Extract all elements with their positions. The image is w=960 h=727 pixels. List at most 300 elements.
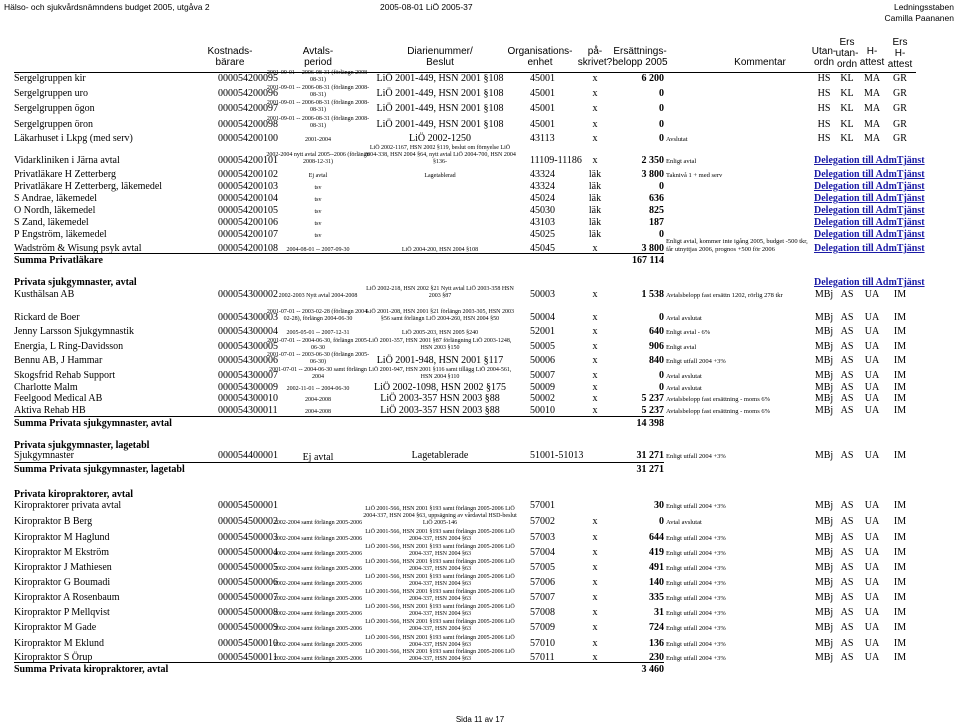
agreement-period: 2001-2004 (305, 137, 331, 143)
org-unit-code: 45001 (530, 73, 555, 84)
decision-ref: LiÖ 2001-566, HSN 2001 §193 samt förlängn 2005-2006 LiÖ 2004-337, HSN 2004 §63 (365, 604, 515, 617)
cost-carrier: 000054300006 (218, 355, 278, 366)
payment-authoriser: MBj (814, 652, 834, 663)
deputy-h-attester: IM (893, 532, 907, 543)
cost-carrier: 000054500004 (218, 547, 278, 558)
org-unit-code: 45045 (530, 243, 555, 254)
row-name: Kiropraktor M Eklund (14, 638, 104, 649)
amount-2005: 636 (649, 193, 664, 204)
signed-mark: x (592, 547, 598, 558)
org-unit-code: 50009 (530, 382, 555, 393)
row-name: Summa Privatläkare (14, 255, 103, 266)
signed-mark: x (592, 312, 598, 323)
cost-carrier: 000054500001 (218, 500, 278, 511)
row-name: Kiropraktor B Berg (14, 516, 93, 527)
payment-authoriser: MBj (814, 382, 834, 393)
author-name: Camilla Paananen (884, 13, 954, 23)
row-name: P Engström, läkemedel (14, 229, 107, 240)
amount-2005: 5 237 (641, 393, 664, 404)
deputy-h-attester: IM (893, 405, 907, 416)
agreement-period: 2002-2004 samt förlängn 2005-2006 (273, 551, 363, 557)
cost-carrier: 000054200108 (218, 243, 278, 254)
row-name: Kiropraktor M Haglund (14, 532, 110, 543)
payment-authoriser: HS (817, 88, 831, 99)
decision-ref: LiÖ 2001-566, HSN 2001 §193 samt förlängn 2005-2006 LiÖ 2004-337, HSN 2004 §63 (365, 619, 515, 632)
org-unit-code: 50006 (530, 355, 555, 366)
org-unit-code: 50007 (530, 370, 555, 381)
deputy-h-attester: IM (893, 516, 907, 527)
org-unit-code: 57002 (530, 516, 555, 527)
signed-mark: läk (588, 205, 602, 216)
amount-2005: 0 (659, 103, 664, 114)
total-rule (14, 462, 664, 463)
delegation-link[interactable]: Delegation till AdmTjänst (814, 181, 925, 192)
payment-authoriser: MBj (814, 592, 834, 603)
org-unit-code: 50002 (530, 393, 555, 404)
deputy-payment-authoriser: AS (840, 577, 854, 588)
org-unit-code: 45025 (530, 229, 555, 240)
payment-authoriser: MBj (814, 622, 834, 633)
deputy-h-attester: IM (893, 638, 907, 649)
comment: Enligt utfall 2004 +3% (666, 535, 726, 542)
decision-ref: LiÖ 2001-566, HSN 2001 §193 samt förlängn 2005-2006 LiÖ 2004-337, HSN 2004 §63 (365, 574, 515, 587)
decision-ref: LiÖ 2001-566, HSN 2001 §193 samt förlängn 2005-2006 LiÖ 2004-337, HSN 2004 §63 (365, 589, 515, 602)
cost-carrier: 000054200102 (218, 169, 278, 180)
cost-carrier: 000054200098 (218, 119, 278, 130)
row-name: Kiropraktor M Ekström (14, 547, 109, 558)
cost-carrier: 000054300005 (218, 341, 278, 352)
decision-ref: LiÖ 2002-1098, HSN 2002 §175 (374, 382, 506, 393)
signed-mark: x (592, 119, 598, 130)
table-row (0, 353, 960, 366)
payment-authoriser: MBj (814, 289, 834, 300)
h-attester: UA (864, 592, 880, 603)
amount-2005: 167 114 (632, 255, 664, 266)
deputy-payment-authoriser: AS (840, 289, 854, 300)
deputy-h-attester: IM (893, 652, 907, 663)
deputy-payment-authoriser: KL (840, 73, 854, 84)
decision-ref: LiÖ 2001-566, HSN 2001 §193 samt förlängn 2005-2006 LiÖ 2004-337, HSN 2004 §63, uppsägning av vårdavtal HSD-beslut LiÖ 2005-146 (363, 506, 517, 526)
payment-authoriser: MBj (814, 562, 834, 573)
row-name: Privata sjukgymnaster, lagetabl (14, 440, 150, 451)
cost-carrier: 000054200101 (218, 155, 278, 166)
deputy-payment-authoriser: KL (840, 133, 854, 144)
payment-authoriser: MBj (814, 355, 834, 366)
deputy-payment-authoriser: AS (840, 638, 854, 649)
agreement-period: 2002-2004 samt förlängn 2005-2006 (273, 642, 363, 648)
spacer-row (0, 677, 960, 690)
cost-carrier: 000054500010 (218, 638, 278, 649)
cost-carrier: 000054200097 (218, 103, 278, 114)
row-name: Rickard de Boer (14, 312, 80, 323)
cost-carrier: 000054500002 (218, 516, 278, 527)
deputy-payment-authoriser: AS (840, 652, 854, 663)
signed-mark: x (592, 355, 598, 366)
cost-carrier: 000054500006 (218, 577, 278, 588)
comment: Enligt avtal (666, 158, 697, 165)
signed-mark: x (592, 592, 598, 603)
comment: Enligt utfall 2004 +3% (666, 625, 726, 632)
agreement-period: 2001-09-01 -- 2006-08-31 (förlängn 2008-08-31) (266, 85, 370, 98)
cost-carrier: 000054200106 (218, 217, 278, 228)
row-name: Summa Privata kiropraktorer, avtal (14, 664, 169, 675)
row-name: Kiropraktor S Örup (14, 652, 93, 663)
col-header-avtalsperiod: Avtals- period (302, 46, 334, 68)
deputy-h-attester: IM (893, 450, 907, 461)
cost-carrier: 000054300007 (218, 370, 278, 381)
comment: Avtalsbelopp fast ersättning - moms 6% (666, 396, 771, 403)
row-name: Kiropraktor A Rosenbaum (14, 592, 120, 603)
h-attester: UA (864, 382, 880, 393)
h-attester: UA (864, 393, 880, 404)
cost-carrier: 000054200100 (218, 133, 278, 144)
delegation-link[interactable]: Delegation till AdmTjänst (814, 155, 925, 166)
amount-2005: 0 (659, 88, 664, 99)
table-row (0, 86, 960, 99)
h-attester: UA (864, 326, 880, 337)
agreement-period: 2002-2004 samt förlängn 2005-2006 (273, 536, 363, 542)
h-attester: UA (864, 622, 880, 633)
deputy-h-attester: GR (893, 119, 907, 130)
payment-authoriser: MBj (814, 516, 834, 527)
h-attester: UA (864, 516, 880, 527)
row-name: Aktiva Rehab HB (14, 405, 86, 416)
total-rule (14, 253, 664, 254)
h-attester: UA (864, 450, 880, 461)
org-unit-code: 57011 (530, 652, 555, 663)
deputy-h-attester: IM (893, 355, 907, 366)
amount-2005: 2 350 (641, 155, 664, 166)
cost-carrier: 000054500003 (218, 532, 278, 543)
col-header-ers-h-attest: Ers H- attest (887, 37, 913, 70)
amount-2005: 825 (649, 205, 664, 216)
signed-mark: x (592, 370, 598, 381)
h-attester: UA (864, 577, 880, 588)
comment: Avtal avslutat (666, 385, 702, 392)
comment: Enligt avtal (666, 344, 697, 351)
amount-2005: 0 (659, 370, 664, 381)
table-row (0, 620, 960, 633)
document-title: Hälso- och sjukvårdsnämndens budget 2005, utgåva 2 (4, 2, 210, 12)
deputy-h-attester: IM (893, 500, 907, 511)
amount-2005: 335 (649, 592, 664, 603)
signed-mark: x (592, 405, 598, 416)
payment-authoriser: MBj (814, 341, 834, 352)
agreement-period: 2004-2008 (305, 397, 331, 403)
row-name: Sergelgruppen ögon (14, 103, 95, 114)
cost-carrier: 000054500008 (218, 607, 278, 618)
col-header-organisationsenhet: Organisations- enhet (507, 46, 573, 68)
comment: Enligt utfall 2004 +3% (666, 503, 726, 510)
cost-carrier: 000054200095 (218, 73, 278, 84)
agreement-period: 2001-09-01 -- 2006-08-31 (förlängn 2008-08-31) (266, 100, 370, 113)
signed-mark: x (592, 243, 598, 254)
cost-carrier: 000054300011 (218, 405, 278, 416)
col-header-utanordn: Utan- ordn (811, 46, 837, 68)
payment-authoriser: MBj (814, 393, 834, 404)
signed-mark: x (592, 622, 598, 633)
deputy-h-attester: IM (893, 592, 907, 603)
deputy-payment-authoriser: KL (840, 103, 854, 114)
org-unit-code: 57004 (530, 547, 555, 558)
signed-mark: x (592, 73, 598, 84)
amount-2005: 5 237 (641, 405, 664, 416)
delegation-link[interactable]: Delegation till AdmTjänst (814, 169, 925, 180)
h-attester: UA (864, 289, 880, 300)
decision-ref: Lagetablerade (411, 450, 469, 461)
signed-mark: x (592, 382, 598, 393)
amount-2005: 640 (649, 326, 664, 337)
row-name: Privata sjukgymnaster, avtal (14, 277, 137, 288)
org-unit-code: 45024 (530, 193, 555, 204)
h-attester: UA (864, 638, 880, 649)
agreement-period: Ej avtal (308, 173, 328, 179)
deputy-payment-authoriser: AS (840, 562, 854, 573)
total-row (0, 462, 960, 475)
org-unit-code: 43324 (530, 169, 555, 180)
deputy-payment-authoriser: AS (840, 326, 854, 337)
organisation-unit: Ledningsstaben (893, 2, 954, 12)
deputy-payment-authoriser: AS (840, 592, 854, 603)
deputy-payment-authoriser: AS (840, 532, 854, 543)
deputy-payment-authoriser: AS (840, 393, 854, 404)
signed-mark: x (592, 341, 598, 352)
agreement-period: tsv (314, 233, 322, 239)
table-row (0, 530, 960, 543)
payment-authoriser: HS (817, 119, 831, 130)
comment: Enligt utfall 2004 +3% (666, 641, 726, 648)
amount-2005: 3 800 (641, 243, 664, 254)
comment: Enligt utfall 2004 +3% (666, 595, 726, 602)
cost-carrier: 000054200096 (218, 88, 278, 99)
deputy-payment-authoriser: AS (840, 607, 854, 618)
decision-ref: LiÖ 2001-208, HSN 2001 §21 förlängn 2003-305, HSN 2003 §56 samt förlängn LiÖ 2004-260, HSN 2004 §50 (366, 309, 514, 322)
signed-mark: x (592, 638, 598, 649)
cost-carrier: 000054300003 (218, 312, 278, 323)
row-name: Privatläkare H Zetterberg (14, 169, 116, 180)
row-name: Summa Privata sjukgymnaster, lagetabl (14, 464, 185, 475)
agreement-period: tsv (314, 209, 322, 215)
table-row (0, 403, 960, 416)
deputy-h-attester: IM (893, 547, 907, 558)
delegation-link[interactable]: Delegation till AdmTjänst (814, 229, 925, 240)
amount-2005: 31 271 (636, 464, 664, 475)
amount-2005: 6 200 (641, 73, 664, 84)
agreement-period: 2004-08-01 -- 2007-09-30 (286, 247, 350, 253)
decision-ref: LiÖ 2001-357, HSN 2001 §87 förlängning LiÖ 2003-1248, HSN 2003 §150 (368, 338, 512, 351)
cost-carrier: 000054500005 (218, 562, 278, 573)
decision-ref: LiÖ 2001-566, HSN 2001 §193 samt förlängn 2005-2006 LiÖ 2004-337, HSN 2004 §63 (365, 529, 515, 542)
row-name: S Andrae, läkemedel (14, 193, 98, 204)
delegation-link[interactable]: Delegation till AdmTjänst (814, 277, 925, 288)
deputy-h-attester: IM (893, 382, 907, 393)
agreement-period: 2001-07-01 -- 2003-06-30 (förlängn 2005-06-30) (266, 352, 370, 365)
signed-mark: x (592, 155, 598, 166)
comment: Enligt utfall 2004 +3% (666, 610, 726, 617)
org-unit-code: 57010 (530, 638, 555, 649)
agreement-period: tsv (314, 221, 322, 227)
signed-mark: läk (588, 193, 602, 204)
row-name: Läkarhuset i Lkpg (med serv) (14, 133, 133, 144)
payment-authoriser: MBj (814, 326, 834, 337)
org-unit-code: 50004 (530, 312, 555, 323)
comment: Enligt utfall 2004 +3% (666, 655, 726, 662)
table-row (0, 227, 960, 240)
delegation-link[interactable]: Delegation till AdmTjänst (814, 205, 925, 216)
cost-carrier: 000054500009 (218, 622, 278, 633)
h-attester: MA (863, 103, 881, 114)
agreement-period: 2001-09-01 -- 2006-08-31 (förlängn 2008-08-31) (266, 70, 370, 83)
comment: Avslutat (666, 136, 688, 143)
h-attester: UA (864, 500, 880, 511)
table-row (0, 287, 960, 300)
h-attester: UA (864, 547, 880, 558)
signed-mark: x (592, 103, 598, 114)
total-rule (14, 416, 664, 417)
amount-2005: 0 (659, 382, 664, 393)
h-attester: MA (863, 73, 881, 84)
signed-mark: läk (588, 181, 602, 192)
table-row (0, 101, 960, 114)
agreement-period: 2001-09-01 -- 2006-08-31 (förlängn 2008-08-31) (266, 116, 370, 129)
deputy-payment-authoriser: AS (840, 312, 854, 323)
row-name: Skogsfrid Rehab Support (14, 370, 116, 381)
table-row (0, 605, 960, 618)
agreement-period: 2001-07-01 -- 2003-02-28 (förlängn 2004-02-28), förlängn 2004-06-30 (266, 309, 370, 322)
comment: Avtal avslutat (666, 315, 702, 322)
table-row (0, 339, 960, 352)
row-name: Privata kiropraktorer, avtal (14, 489, 133, 500)
decision-ref: LiÖ 2003-357 HSN 2003 §88 (380, 405, 500, 416)
decision-ref: LiÖ 2005-203, HSN 2005 §240 (401, 330, 479, 336)
deputy-payment-authoriser: KL (840, 88, 854, 99)
h-attester: UA (864, 562, 880, 573)
table-row (0, 145, 960, 166)
cost-carrier: 000054500007 (218, 592, 278, 603)
deputy-h-attester: IM (893, 326, 907, 337)
amount-2005: 31 (654, 607, 664, 618)
cost-carrier: 000054300004 (218, 326, 278, 337)
delegation-link[interactable]: Delegation till AdmTjänst (814, 243, 925, 254)
table-row (0, 310, 960, 323)
comment: Avtalsbelopp fast ersättning - moms 6% (666, 408, 771, 415)
deputy-h-attester: IM (893, 341, 907, 352)
comment: Enligt utfall 2004 +3% (666, 565, 726, 572)
agreement-period: 2001-07-01 -- 2004-06-30 samt förlängn 2004 (269, 367, 367, 380)
table-row (0, 575, 960, 588)
h-attester: UA (864, 370, 880, 381)
cost-carrier: 000054400001 (218, 450, 278, 461)
org-unit-code: 57006 (530, 577, 555, 588)
signed-mark: x (592, 532, 598, 543)
decision-ref: LiÖ 2002-218, HSN 2002 §21 Nytt avtal LiÖ 2003-358 HSN 2003 §87 (366, 286, 514, 299)
decision-ref: LiÖ 2003-357 HSN 2003 §88 (380, 393, 500, 404)
row-name: Privatläkare H Zetterberg, läkemedel (14, 181, 163, 192)
deputy-payment-authoriser: AS (840, 500, 854, 511)
deputy-h-attester: GR (893, 73, 907, 84)
row-name: Sergelgruppen uro (14, 88, 88, 99)
deputy-payment-authoriser: AS (840, 341, 854, 352)
amount-2005: 3 800 (641, 169, 664, 180)
h-attester: UA (864, 312, 880, 323)
table-row (0, 71, 960, 84)
signed-mark: x (592, 326, 598, 337)
org-unit-code: 52001 (530, 326, 555, 337)
deputy-h-attester: IM (893, 289, 907, 300)
row-name: Sergelgruppen öron (14, 119, 93, 130)
row-name: Jenny Larsson Sjukgymnastik (14, 326, 134, 337)
comment: Avtal avslutat (666, 519, 702, 526)
org-unit-code: 50003 (530, 289, 555, 300)
signed-mark: x (592, 88, 598, 99)
delegation-link[interactable]: Delegation till AdmTjänst (814, 193, 925, 204)
h-attester: UA (864, 607, 880, 618)
decision-ref: LiÖ 2001-449, HSN 2001 §108 (376, 88, 504, 99)
row-name: Bennu AB, J Hammar (14, 355, 103, 366)
payment-authoriser: MBj (814, 607, 834, 618)
deputy-h-attester: GR (893, 103, 907, 114)
delegation-link[interactable]: Delegation till AdmTjänst (814, 217, 925, 228)
cost-carrier: 000054500011 (218, 652, 278, 663)
payment-authoriser: MBj (814, 500, 834, 511)
comment: Enligt avtal - 6% (666, 329, 711, 336)
h-attester: UA (864, 652, 880, 663)
decision-ref: LiÖ 2001-566, HSN 2001 §193 samt förlängn 2005-2006 LiÖ 2004-337, HSN 2004 §63 (365, 649, 515, 662)
deputy-h-attester: GR (893, 88, 907, 99)
row-name: Kiropraktorer privata avtal (14, 500, 122, 511)
org-unit-code: 57003 (530, 532, 555, 543)
deputy-payment-authoriser: KL (840, 119, 854, 130)
org-unit-code: 57008 (530, 607, 555, 618)
signed-mark: x (592, 133, 598, 144)
row-name: Kiropraktor P Mellqvist (14, 607, 110, 618)
org-unit-code: 43324 (530, 181, 555, 192)
amount-2005: 724 (649, 622, 664, 633)
table-row (0, 560, 960, 573)
decision-ref: LiÖ 2001-566, HSN 2001 §193 samt förlängn 2005-2006 LiÖ 2004-337, HSN 2004 §63 (365, 559, 515, 572)
amount-2005: 491 (649, 562, 664, 573)
amount-2005: 0 (659, 181, 664, 192)
signed-mark: läk (588, 217, 602, 228)
cost-carrier: 000054200105 (218, 205, 278, 216)
amount-2005: 136 (649, 638, 664, 649)
comment: Avtalsbelopp fast ersättn 1202, rörlig 278 tkr (666, 292, 783, 299)
table-row (0, 448, 960, 461)
table-row (0, 545, 960, 558)
deputy-payment-authoriser: AS (840, 547, 854, 558)
org-unit-code: 57007 (530, 592, 555, 603)
decision-ref: LiÖ 2001-449, HSN 2001 §108 (376, 103, 504, 114)
row-name: Feelgood Medical AB (14, 393, 103, 404)
table-row (0, 117, 960, 130)
deputy-h-attester: IM (893, 312, 907, 323)
agreement-period: 2002-2003 Nytt avtal 2004-2008 (278, 293, 358, 299)
deputy-h-attester: IM (893, 577, 907, 588)
signed-mark: läk (588, 169, 602, 180)
comment: Enligt utfall 2004 +3% (666, 550, 726, 557)
org-unit-code: 43103 (530, 217, 555, 228)
payment-authoriser: MBj (814, 370, 834, 381)
agreement-period: 2002-11-01 -- 2004-06-30 (286, 386, 350, 392)
deputy-payment-authoriser: AS (840, 405, 854, 416)
payment-authoriser: MBj (814, 638, 834, 649)
cost-carrier: 000054200107 (218, 229, 278, 240)
row-name: O Nordh, läkemedel (14, 205, 96, 216)
decision-ref: LiÖ 2001-566, HSN 2001 §193 samt förlängn 2005-2006 LiÖ 2004-337, HSN 2004 §63 (365, 635, 515, 648)
payment-authoriser: HS (817, 73, 831, 84)
h-attester: MA (863, 133, 881, 144)
amount-2005: 14 398 (636, 418, 664, 429)
